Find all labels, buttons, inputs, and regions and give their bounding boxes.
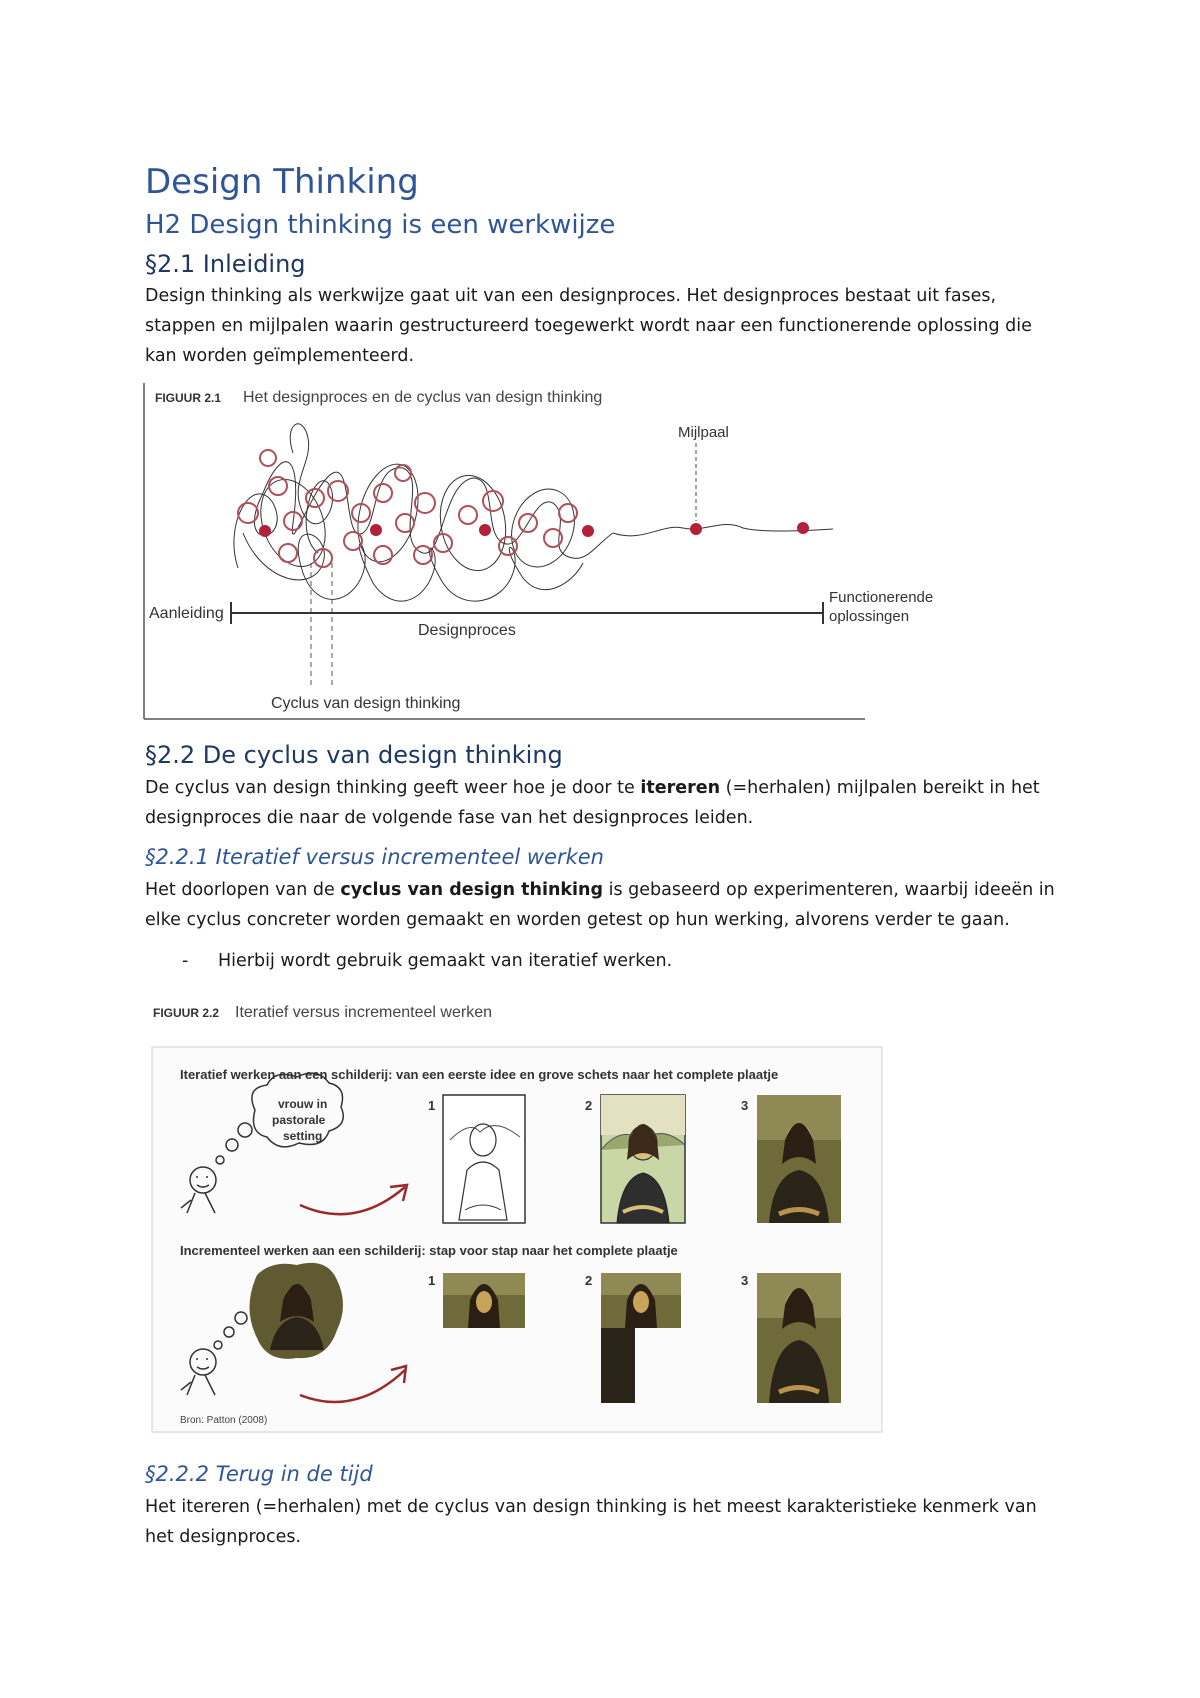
section-2-1-heading: §2.1 Inleiding <box>145 250 306 278</box>
section-2-2-paragraph <box>145 773 1075 833</box>
bullet-text: Hierbij wordt gebruik gemaakt van iteratief werken. <box>218 951 673 971</box>
painting-part-1-image <box>443 1273 525 1328</box>
iterative-row-title: Iteratief werken aan een schilderij: van een eerste idee en grove schets naar het complete plaatje <box>180 1067 779 1082</box>
paragraph-line: Het itereren (=herhalen) met de cyclus van design thinking is het meest karakteristieke kenmerk van <box>145 1497 1037 1517</box>
bold-term: itereren <box>640 778 721 798</box>
section-2-2-2-paragraph <box>145 1492 1075 1552</box>
bubble-text-line3: setting <box>283 1129 323 1143</box>
figure-2-1-label: FIGUUR 2.1 <box>155 391 222 405</box>
paragraph-line: designproces die naar de volgende fase van het designproces leiden. <box>145 808 754 828</box>
paragraph-line: Design thinking als werkwijze gaat uit van een designproces. Het designproces bestaat uit fases, <box>145 286 997 306</box>
step-number: 2 <box>585 1098 593 1113</box>
chapter-heading: H2 Design thinking is een werkwijze <box>145 210 616 240</box>
complete-painting-image <box>757 1095 841 1223</box>
paragraph-line: elke cyclus concreter worden gemaakt en worden getest op hun werking, alvorens verder te gaan. <box>145 910 1010 930</box>
sketch-painting-image <box>443 1095 525 1223</box>
figure-2-1-caption: Het designproces en de cyclus van design thinking <box>243 389 603 406</box>
bullet-item <box>182 951 672 971</box>
painting-complete-image <box>757 1273 841 1403</box>
cycle-circles <box>238 450 577 567</box>
figure-2-2 <box>145 1000 895 1440</box>
step-number: 2 <box>585 1273 593 1288</box>
start-label: Aanleiding <box>149 605 224 622</box>
section-2-2-1-heading: §2.2.1 Iteratief versus incrementeel werken <box>145 845 604 869</box>
colored-sketch-image <box>601 1095 685 1223</box>
step-number: 1 <box>428 1098 436 1113</box>
section-2-2-1-paragraph <box>145 875 1075 935</box>
bullet-dash: - <box>182 951 189 971</box>
paragraph-line: het designproces. <box>145 1527 302 1547</box>
cycle-label: Cyclus van design thinking <box>271 695 461 712</box>
paragraph-line: kan worden geïmplementeerd. <box>145 346 415 366</box>
figure-source: Bron: Patton (2008) <box>180 1415 268 1426</box>
paragraph-line: De cyclus van design thinking geeft weer hoe je door te itereren (=herhalen) mijlpalen bereikt in het <box>145 778 1040 798</box>
section-2-2-2-heading: §2.2.2 Terug in de tijd <box>145 1462 373 1486</box>
step-number: 3 <box>741 1098 749 1113</box>
bold-term: cyclus van design thinking <box>340 880 604 900</box>
paragraph-line: Het doorlopen van de cyclus van design thinking is gebaseerd op experimenteren, waarbij ideeën in <box>145 880 1055 900</box>
milestone-label: Mijlpaal <box>678 424 729 441</box>
figure-2-2-caption: Iteratief versus incrementeel werken <box>235 1004 492 1021</box>
end-label-line2: oplossingen <box>829 608 910 625</box>
figure-2-1 <box>143 383 934 723</box>
step-number: 1 <box>428 1273 436 1288</box>
incremental-row-title: Incrementeel werken aan een schilderij: stap voor stap naar het complete plaatje <box>180 1243 678 1258</box>
figure-2-2-label: FIGUUR 2.2 <box>153 1006 220 1020</box>
process-label: Designproces <box>418 622 516 639</box>
section-2-1-paragraph <box>145 281 1075 371</box>
document-title: Design Thinking <box>145 162 419 202</box>
bubble-text-line2: pastorale <box>272 1113 326 1127</box>
scribble-cycles <box>234 424 833 601</box>
bubble-text-line1: vrouw in <box>278 1097 328 1111</box>
step-number: 3 <box>741 1273 749 1288</box>
end-label-line1: Functionerende <box>829 589 934 606</box>
paragraph-line: stappen en mijlpalen waarin gestructureerd toegewerkt wordt naar een functionerende oplossing die <box>145 316 1032 336</box>
imagined-painting-image <box>250 1263 344 1359</box>
section-2-2-heading: §2.2 De cyclus van design thinking <box>145 741 563 769</box>
